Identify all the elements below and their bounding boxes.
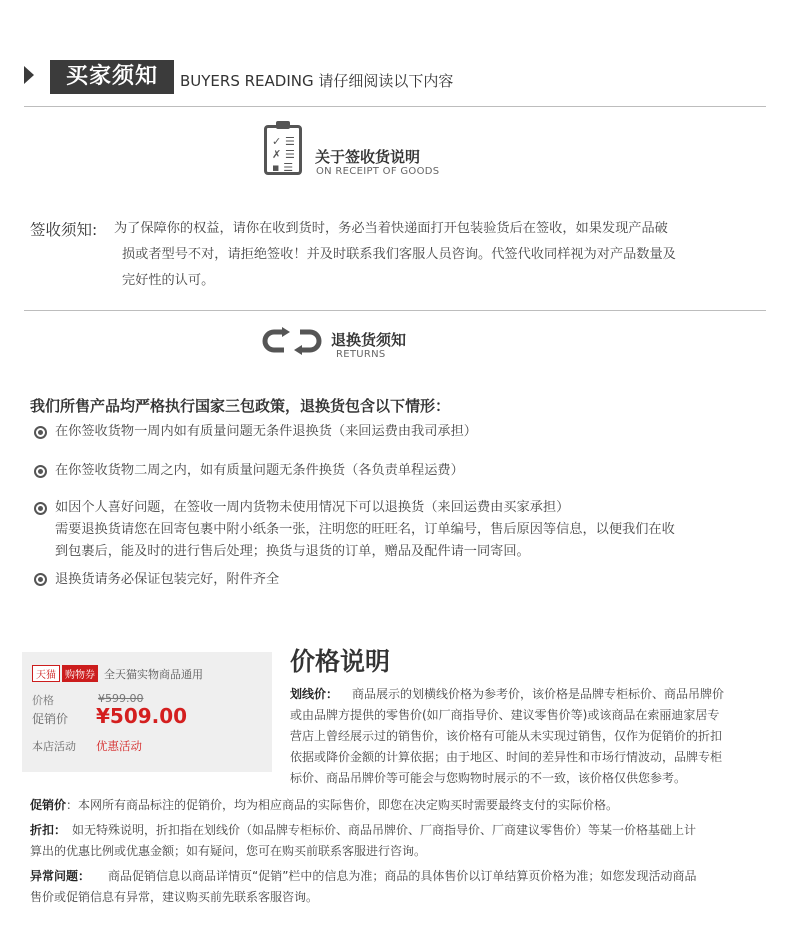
bullet-icon — [34, 426, 47, 439]
receipt-title: 关于签收货说明 — [315, 148, 421, 166]
tmall-tag: 天猫 — [32, 665, 60, 682]
coupon-tag: 购物券 — [62, 665, 98, 682]
strike-price-label: 划线价： — [290, 687, 339, 701]
strike-price-line4: 依据或降价金额的计算依据；由于地区、时间的差异性和市场行情波动，品牌专柜 — [290, 750, 723, 764]
returns-subtitle: RETURNS — [336, 349, 386, 360]
returns-item-1: 在你签收货物一周内如有质量问题无条件退换货（来回运费由我司承担） — [55, 424, 477, 439]
returns-exchange-icon — [262, 324, 322, 358]
price-card — [22, 652, 272, 772]
coupon-scope: 全天猫实物商品通用 — [104, 667, 203, 681]
promo-price: ¥509.00 — [96, 704, 188, 728]
page-title: 买家须知 — [50, 60, 174, 94]
returns-item-3-detail-line1: 需要退换货请您在回寄包裹中附小纸条一张，注明您的旺旺名，订单编号，售后原因等信息，以便我们在收 — [55, 522, 675, 537]
price-label: 价格 — [32, 694, 54, 707]
promo-price-label: 促销价 — [32, 712, 69, 726]
returns-item-2: 在你签收货物二周之内，如有质量问题无条件换货（各负责单程运费） — [55, 463, 464, 478]
receipt-divider — [24, 310, 766, 311]
abnormal-line2: 售价或促销信息有异常，建议购买前先联系客服咨询。 — [30, 890, 319, 904]
clipboard-checklist-icon: ✓ ☰ ✗ ☰ ▪ ☰ — [264, 125, 302, 175]
returns-heading: 我们所售产品均严格执行国家三包政策，退换货包含以下情形： — [30, 397, 451, 415]
original-price: ¥599.00 — [98, 692, 144, 705]
returns-title: 退换货须知 — [331, 331, 407, 349]
activity-value: 优惠活动 — [96, 739, 142, 753]
abnormal-label: 异常问题： — [30, 869, 91, 883]
abnormal-line1: 商品促销信息以商品详情页“促销”栏中的信息为准；商品的具体售价以订单结算页价格为准；如您发现活动商品 — [108, 869, 697, 883]
activity-label: 本店活动 — [32, 740, 76, 753]
returns-item-3-detail-line2: 到包裹后，能及时的进行售后处理；换货与退货的订单，赠品及配件请一同寄回。 — [55, 544, 530, 559]
bullet-icon — [34, 465, 47, 478]
receipt-text-line3: 完好性的认可。 — [122, 273, 215, 288]
bullet-icon — [34, 573, 47, 586]
bullet-icon — [34, 502, 47, 515]
discount-label: 折扣： — [30, 823, 67, 837]
strike-price-line1: 商品展示的划横线价格为参考价，该价格是品牌专柜标价、商品吊牌价 — [352, 687, 725, 701]
strike-price-line3: 营店上曾经展示过的销售价，该价格有可能从未实现过销售，仅作为促销价的折扣 — [290, 729, 723, 743]
promo-info-label: 促销价 — [30, 798, 67, 812]
strike-price-line5: 标价、商品吊牌价等可能会与您购物时展示的不一致，该价格仅供您参考。 — [290, 771, 687, 785]
receipt-text-line1: 为了保障你的权益，请你在收到货时，务必当着快递面打开包装验货后在签收，如果发现产品破 — [114, 221, 668, 236]
promo-info — [30, 795, 618, 815]
returns-item-3: 如因个人喜好问题，在签收一周内货物未使用情况下可以退换货（来回运费由买家承担） — [55, 500, 570, 515]
discount-line2: 算出的优惠比例或优惠金额；如有疑问，您可在购买前联系客服进行咨询。 — [30, 844, 427, 858]
price-explain-title: 价格说明 — [290, 647, 391, 676]
promo-info-text: ：本网所有商品标注的促销价，均为相应商品的实际售价，即您在决定购买时需要最终支付的实际价格。 — [66, 798, 619, 812]
header-arrow-icon — [24, 66, 34, 84]
strike-price-line2: 或由品牌方提供的零售价(如厂商指导价、建议零售价等)或该商品在索丽迪家居专 — [290, 708, 720, 722]
header-divider — [24, 106, 766, 107]
returns-item-4: 退换货请务必保证包装完好，附件齐全 — [55, 572, 280, 587]
receipt-text-line2: 损或者型号不对，请拒绝签收！并及时联系我们客服人员咨询。代签代收同样视为对产品数量及 — [122, 247, 676, 262]
receipt-subtitle: ON RECEIPT OF GOODS — [316, 166, 440, 177]
discount-line1: 如无特殊说明，折扣指在划线价（如品牌专柜标价、商品吊牌价、厂商指导价、厂商建议零售价）等某一价格基础上计 — [72, 823, 697, 837]
tmall-tag-group — [32, 665, 203, 682]
receipt-label: 签收须知: — [30, 221, 98, 239]
page-subtitle: BUYERS READING 请仔细阅读以下内容 — [180, 72, 454, 90]
